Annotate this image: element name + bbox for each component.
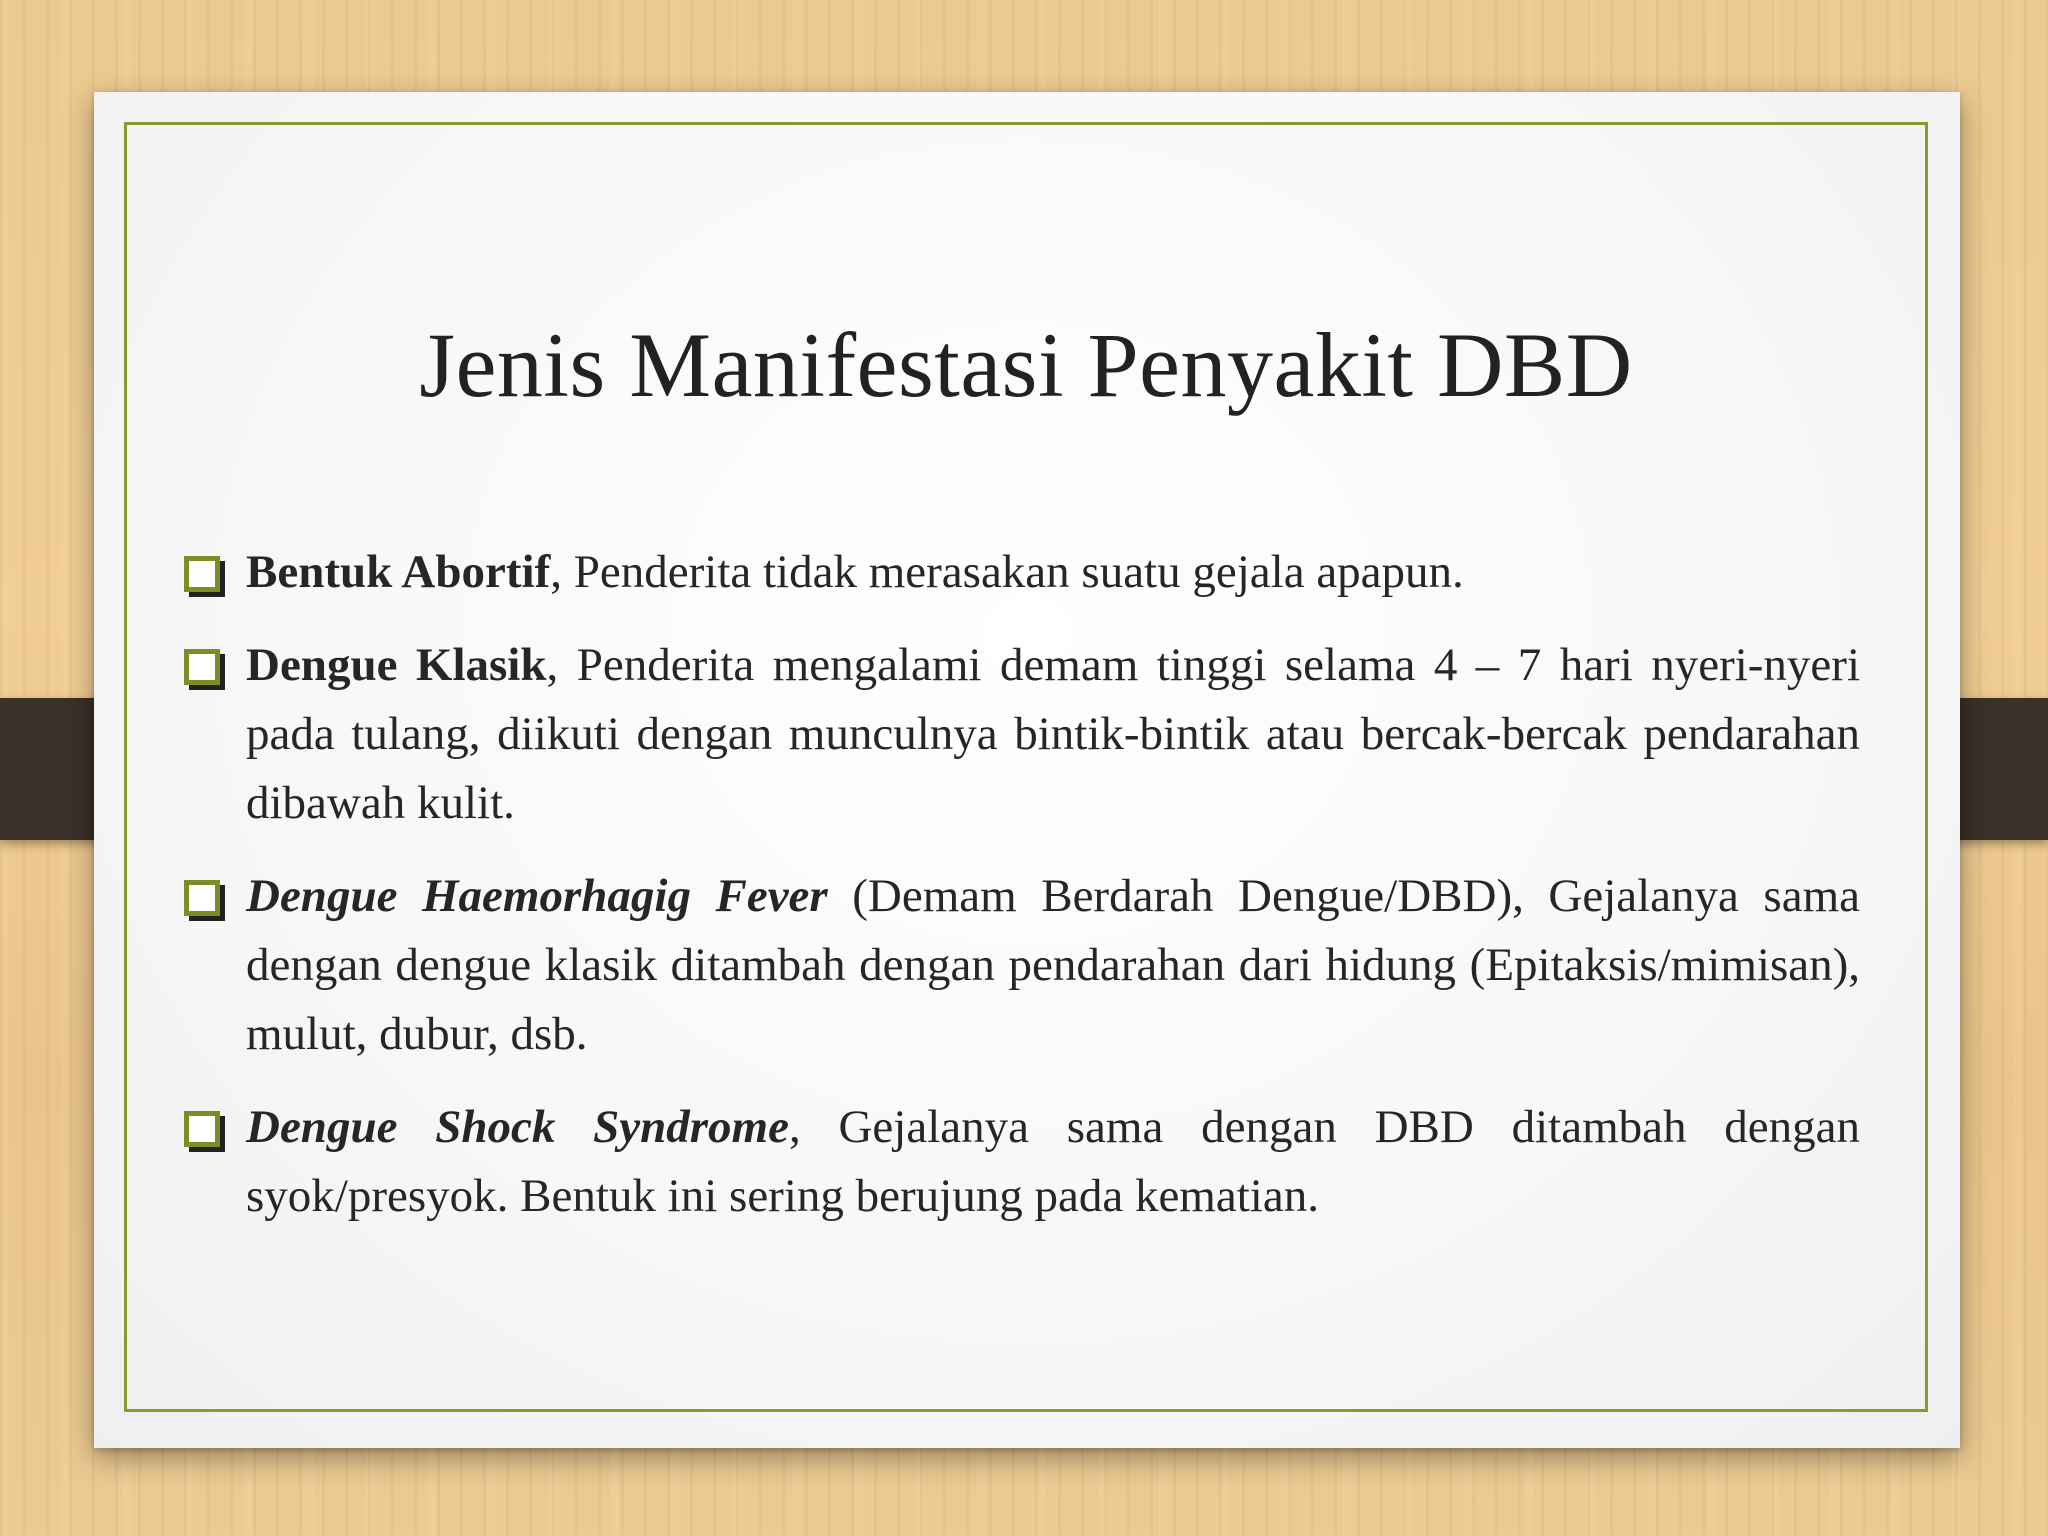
- checkbox-bullet-icon: [184, 1111, 220, 1147]
- item-text: , Penderita mengalami demam tinggi selama 4 – 7 hari nyeri-nyeri pada tulang, diikuti dengan munculnya bintik-bintik atau bercak-bercak pendarahan dibawah kulit.: [246, 639, 1861, 829]
- item-text: (Demam Berdarah Dengue/DBD), Gejalanya sama dengan dengue klasik ditambah dengan pendarahan dari hidung (Epitaksis/mimisan), mulut, dubur, dsb.: [246, 870, 1861, 1060]
- item-term: Dengue Klasik: [246, 639, 547, 691]
- checkbox-bullet-icon: [184, 649, 220, 685]
- item-term: Dengue Haemorhagig Fever: [246, 870, 828, 922]
- item-text: , Penderita tidak merasakan suatu gejala apapun.: [550, 546, 1464, 598]
- list-item: [184, 1093, 1860, 1231]
- checkbox-bullet-icon: [184, 880, 220, 916]
- list-item: [184, 538, 1860, 607]
- list-item: [184, 862, 1860, 1069]
- checkbox-bullet-icon: [184, 556, 220, 592]
- item-term: Dengue Shock Syndrome: [246, 1101, 789, 1153]
- item-text: , Gejalanya sama dengan DBD ditambah dengan syok/presyok. Bentuk ini sering berujung pada kematian.: [246, 1101, 1860, 1222]
- list-item: [184, 631, 1860, 838]
- bullet-list: [184, 538, 1860, 1231]
- slide-title: Jenis Manifestasi Penyakit DBD: [419, 314, 1633, 416]
- item-term: Bentuk Abortif: [246, 546, 551, 598]
